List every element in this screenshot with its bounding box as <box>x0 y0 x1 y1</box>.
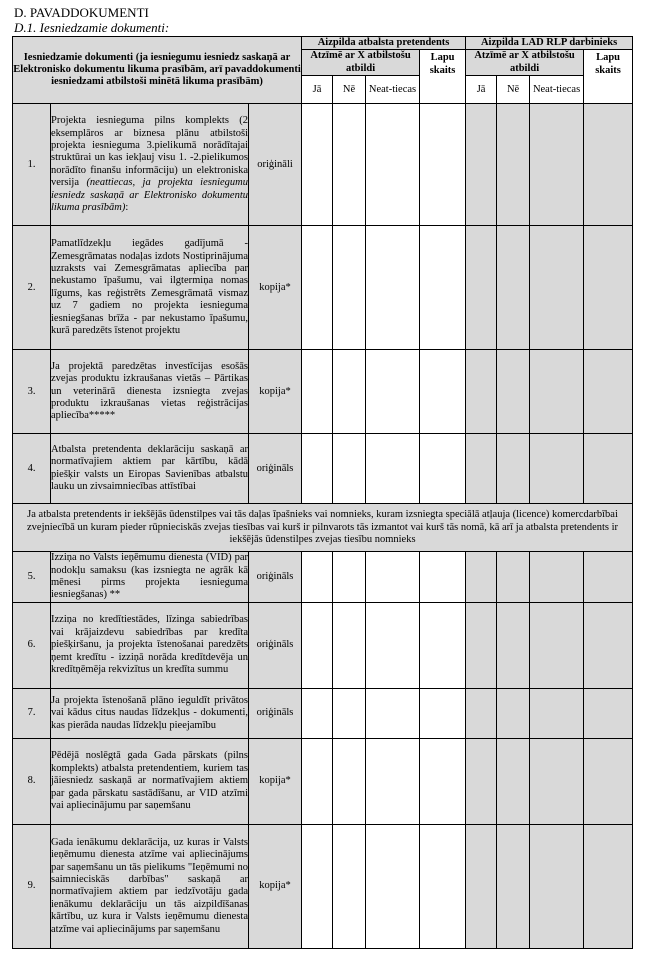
cell-pages-applicant[interactable] <box>420 602 466 688</box>
cell-no-applicant[interactable] <box>333 226 366 350</box>
cell-yes-applicant[interactable] <box>302 350 333 434</box>
row-document-type: kopija* <box>249 824 302 948</box>
cell-no-applicant[interactable] <box>333 688 366 738</box>
cell-no-lad <box>497 602 530 688</box>
cell-yes-lad <box>466 688 497 738</box>
cell-yes-applicant[interactable] <box>302 602 333 688</box>
cell-na-lad <box>530 434 584 504</box>
cell-no-lad <box>497 688 530 738</box>
cell-pages-applicant[interactable] <box>420 350 466 434</box>
cell-na-lad <box>530 104 584 226</box>
cell-yes-lad <box>466 226 497 350</box>
row-number: 8. <box>13 738 51 824</box>
row-description: Atbalsta pretendenta deklarāciju saskaņā ar normatīvajiem aktiem par kārtību, kādā piešķir valsts un Eiropas Savienības atbalstu lauku un zivsaimniecības attīstībai <box>51 434 249 504</box>
cell-pages-applicant[interactable] <box>420 738 466 824</box>
cell-yes-lad <box>466 104 497 226</box>
row-number: 1. <box>13 104 51 226</box>
cell-pages-lad <box>584 738 633 824</box>
cell-pages-applicant[interactable] <box>420 688 466 738</box>
header-group-lad: Aizpilda LAD RLP darbinieks <box>466 37 633 50</box>
row-description: Izziņa no Valsts ieņēmumu dienesta (VID) par nodokļu samaksu (kas izsniegta ne agrāk kā mēnesi pirms projekta iesnieguma iesniegšanas) ** <box>51 552 248 601</box>
row-document-type: kopija* <box>249 226 302 350</box>
cell-na-applicant[interactable] <box>366 738 420 824</box>
cell-yes-applicant[interactable] <box>302 104 333 226</box>
cell-pages-lad <box>584 552 633 603</box>
cell-no-applicant[interactable] <box>333 824 366 948</box>
cell-na-applicant[interactable] <box>366 688 420 738</box>
cell-na-applicant[interactable] <box>366 104 420 226</box>
cell-no-applicant[interactable] <box>333 104 366 226</box>
cell-yes-lad <box>466 824 497 948</box>
cell-no-lad <box>497 104 530 226</box>
table-row <box>13 552 633 603</box>
cell-no-lad <box>497 350 530 434</box>
header-mark-applicant: Atzīmē ar X atbilstošu atbildi <box>302 50 420 76</box>
cell-yes-applicant[interactable] <box>302 552 333 603</box>
header-pages-lad: Lapu skaits <box>584 50 633 104</box>
documents-table <box>12 36 633 949</box>
cell-pages-lad <box>584 434 633 504</box>
table-row <box>13 226 633 350</box>
row-description: Pēdējā noslēgtā gada Gada pārskats (pilns komplekts) atbalsta pretendentiem, kuriem tas jāiesniedz saskaņā ar normatīvajiem aktiem par gada pārskatu sastādīšanu, ar VID atzīmi vai apliecinājumu par saņemšanu <box>51 738 249 824</box>
cell-pages-lad <box>584 824 633 948</box>
row-number: 2. <box>13 226 51 350</box>
cell-pages-applicant[interactable] <box>420 104 466 226</box>
table-row <box>13 350 633 434</box>
row-document-type: oriģināls <box>249 688 302 738</box>
row-number: 7. <box>13 688 51 738</box>
cell-yes-lad <box>466 602 497 688</box>
row-document-type: kopija* <box>249 350 302 434</box>
table-row <box>13 104 633 226</box>
cell-yes-lad <box>466 552 497 603</box>
row-description: Ja projektā paredzētas investīcijas esošās zvejas produktu izkraušanas vietās – Pārtikas un veterinārā dienesta izsniegta zvejas produktu izkraušanas vietas reģistrācijas apliecība***** <box>51 350 249 434</box>
cell-na-applicant[interactable] <box>366 434 420 504</box>
row-document-type: oriģināls <box>249 552 302 603</box>
cell-na-lad <box>530 738 584 824</box>
cell-pages-applicant[interactable] <box>420 226 466 350</box>
row-document-type: oriģināls <box>249 434 302 504</box>
cell-no-lad <box>497 738 530 824</box>
cell-pages-applicant[interactable] <box>420 552 466 603</box>
cell-pages-lad <box>584 688 633 738</box>
cell-yes-lad <box>466 434 497 504</box>
row-number: 6. <box>13 602 51 688</box>
table-row <box>13 434 633 504</box>
cell-na-applicant[interactable] <box>366 552 420 603</box>
subsection-title: D.1. Iesniedzamie dokumenti: <box>14 20 170 35</box>
row-description: Gada ienākumu deklarācija, uz kuras ir Valsts ieņēmumu dienesta atzīme vai apliecinājums par saņemšanu un tās pielikums "Ieņēmumi no saimnieciskās darbības" saskaņā ar normatīvajiem aktiem par iedzīvotāju gada ienākumu deklarāciju un tās aizpildīšanas kārtību, uz kura ir Valsts ieņēmumu dienesta atzīme vai apliecinājums par saņemšanu <box>51 824 249 948</box>
cell-na-lad <box>530 688 584 738</box>
row-document-type: oriģināls <box>249 602 302 688</box>
cell-na-applicant[interactable] <box>366 602 420 688</box>
header-yes-lad: Jā <box>466 76 497 104</box>
table-row <box>13 738 633 824</box>
cell-na-applicant[interactable] <box>366 350 420 434</box>
row-document-type: oriģināli <box>249 104 302 226</box>
cell-no-applicant[interactable] <box>333 738 366 824</box>
cell-pages-lad <box>584 602 633 688</box>
cell-yes-applicant[interactable] <box>302 226 333 350</box>
cell-pages-applicant[interactable] <box>420 824 466 948</box>
cell-no-lad <box>497 434 530 504</box>
header-pages-applicant: Lapu skaits <box>420 50 466 104</box>
row-description: Ja projekta īstenošanā plāno ieguldīt privātos vai kādus citus naudas līdzekļus - dokumenti, kas pierāda naudas līdzekļu pieejamību <box>51 688 249 738</box>
cell-na-lad <box>530 602 584 688</box>
cell-na-lad <box>530 824 584 948</box>
cell-na-applicant[interactable] <box>366 226 420 350</box>
cell-yes-lad <box>466 350 497 434</box>
cell-yes-applicant[interactable] <box>302 738 333 824</box>
cell-pages-lad <box>584 350 633 434</box>
header-documents: Iesniedzamie dokumenti (ja iesniegumu iesniedz saskaņā ar Elektronisko dokumentu likuma prasībām, arī pavaddokumenti iesniedzami atbilstoši minētā likuma prasībām) <box>13 37 302 104</box>
cell-no-lad <box>497 226 530 350</box>
cell-pages-lad <box>584 226 633 350</box>
cell-yes-applicant[interactable] <box>302 688 333 738</box>
section-note: Ja atbalsta pretendents ir iekšējās ūdenstilpes vai tās daļas īpašnieks vai nomnieks, kuram izsniegta speciālā atļauja (licence) komercdarbībai zvejniecībā un kuram pieder rūpnieciskās zvejas tiesības vai kurš ir pilnvarots tās izmantot vai kurš tās nomā, kā arī ja atbalsta pretendents ir iekšējās ūdenstilpes zvejas tiesību nomnieks <box>13 504 633 552</box>
header-no-applicant: Nē <box>333 76 366 104</box>
cell-na-applicant[interactable] <box>366 824 420 948</box>
row-number: 5. <box>13 552 51 603</box>
cell-pages-lad <box>584 104 633 226</box>
cell-na-lad <box>530 552 584 603</box>
cell-no-lad <box>497 552 530 603</box>
cell-no-applicant[interactable] <box>333 552 366 603</box>
cell-no-applicant[interactable] <box>333 350 366 434</box>
header-na-lad: Neat-tiecas <box>530 76 584 104</box>
cell-na-lad <box>530 226 584 350</box>
row-description: Pamatlīdzekļu iegādes gadījumā - Zemesgrāmatas nodaļas izdots Nostiprinājuma uzraksts vai Zemesgrāmatas apliecība par nekustamo īpašumu, vai ilgtermiņa nomas līgums, kas reģistrēts Zemesgrāmatā vismaz uz 7 gadiem no projekta iesnieguma iesniegšanas brīža - par nekustamo īpašumu, kurā paredzēts īstenot projektu <box>51 226 249 350</box>
cell-no-lad <box>497 824 530 948</box>
cell-yes-applicant[interactable] <box>302 434 333 504</box>
row-document-type: kopija* <box>249 738 302 824</box>
header-mark-lad: Atzīmē ar X atbilstošu atbildi <box>466 50 584 76</box>
cell-pages-applicant[interactable] <box>420 434 466 504</box>
header-no-lad: Nē <box>497 76 530 104</box>
cell-no-applicant[interactable] <box>333 434 366 504</box>
table-row <box>13 824 633 948</box>
row-number: 3. <box>13 350 51 434</box>
row-description: Projekta iesnieguma pilns komplekts (2 eksemplāros ar biznesa plānu atbilstoši projekta iesnieguma 3.pielikumā norādītajai struktūrai un kas iekļauj visu 1. -2.pielikumos norādīto finanšu informāciju) un elektroniska versija (neattiecas, ja projekta iesniegumu iesniedz saskaņā ar Elektronisko dokumentu likuma prasībām): <box>51 104 249 226</box>
row-number: 4. <box>13 434 51 504</box>
row-description: Izziņa no kredītiestādes, līzinga sabiedrības vai krājaizdevu sabiedrības par kredīta piešķiršanu, ja projekta īstenošanai paredzēts ņemt kredītu - izziņā norāda kredītdevēja un kredītņēmēja rekvizītus un kredīta summu <box>51 602 249 688</box>
cell-yes-applicant[interactable] <box>302 824 333 948</box>
header-yes-applicant: Jā <box>302 76 333 104</box>
cell-no-applicant[interactable] <box>333 602 366 688</box>
table-row <box>13 688 633 738</box>
header-group-applicant: Aizpilda atbalsta pretendents <box>302 37 466 50</box>
cell-na-lad <box>530 350 584 434</box>
header-na-applicant: Neat-tiecas <box>366 76 420 104</box>
table-row <box>13 602 633 688</box>
section-title: D. PAVADDOKUMENTI <box>14 5 149 20</box>
cell-yes-lad <box>466 738 497 824</box>
row-number: 9. <box>13 824 51 948</box>
